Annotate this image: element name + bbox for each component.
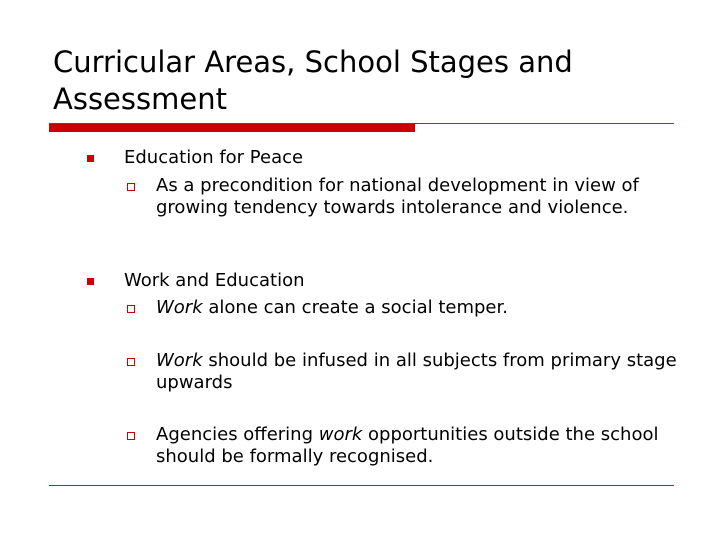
hollow-square-bullet-icon bbox=[127, 432, 135, 440]
square-bullet-icon bbox=[87, 155, 94, 162]
sub-item-text: alone can create a social temper. bbox=[202, 297, 508, 318]
sub-item-emphasis: Work bbox=[156, 350, 203, 371]
slide-title: Curricular Areas, School Stages and Assessment bbox=[53, 45, 573, 116]
bullet-item-work-and-education bbox=[124, 270, 684, 292]
hollow-square-bullet-icon bbox=[127, 358, 135, 366]
hollow-square-bullet-icon bbox=[127, 183, 135, 191]
bullet-label: Work and Education bbox=[124, 270, 305, 291]
sub-item-infused-subjects bbox=[156, 350, 686, 394]
sub-item-social-temper bbox=[156, 297, 686, 319]
sub-item-emphasis: work bbox=[318, 424, 363, 445]
bullet-item-education-for-peace bbox=[124, 147, 684, 169]
sub-item-text-after: opportunities outside the school should be formally recognised. bbox=[156, 424, 659, 467]
sub-item-text-before: Agencies offering bbox=[156, 424, 319, 445]
title-accent-bar bbox=[49, 124, 415, 132]
sub-item-precondition bbox=[156, 175, 686, 219]
bullet-label: Education for Peace bbox=[124, 147, 304, 168]
sub-item-text: should be infused in all subjects from primary stage upwards bbox=[156, 350, 677, 393]
sub-item-agencies bbox=[156, 424, 686, 468]
square-bullet-icon bbox=[87, 278, 94, 285]
footer-divider-line bbox=[49, 485, 674, 486]
sub-item-text: As a precondition for national development in view of growing tendency towards intolerance and violence. bbox=[156, 175, 639, 218]
hollow-square-bullet-icon bbox=[127, 305, 135, 313]
sub-item-emphasis: Work bbox=[156, 297, 203, 318]
